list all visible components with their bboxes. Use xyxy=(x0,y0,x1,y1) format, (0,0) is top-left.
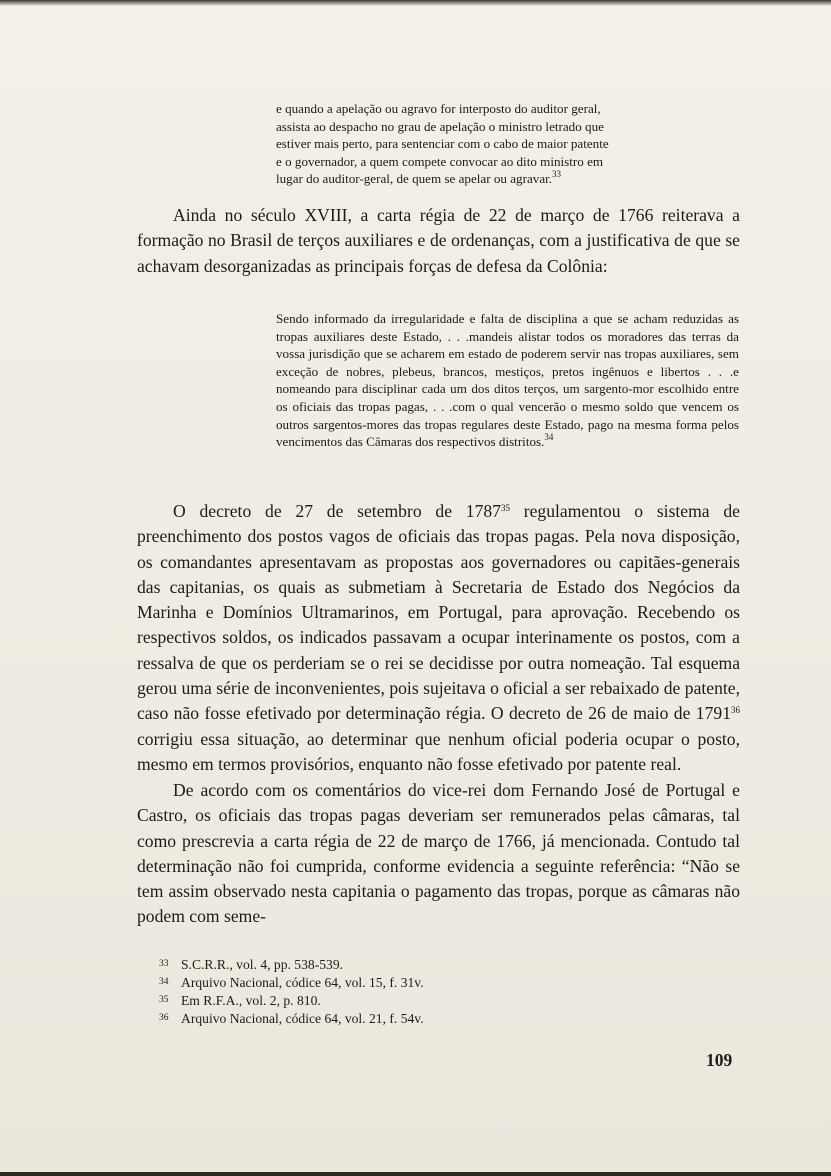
page-bottom-edge xyxy=(0,1172,831,1176)
footnote-ref-33: 33 xyxy=(552,169,562,180)
footnote-ref-34: 34 xyxy=(544,432,554,443)
page-top-shadow xyxy=(0,0,831,6)
paragraph-3: De acordo com os comentários do vice-rei dom Fernando José de Portugal e Castro, os oficiais das tropas pagas deveriam ser remunerados pelas câmaras, tal como prescrevia a carta régia de 22 de março de 1766, já mencionada. Contudo tal determinação não foi cumprida, conforme evidencia a seguinte referência: “Não se tem assim observado nesta capitania o pagamento das tropas, porque as câmaras não podem com seme- xyxy=(137,780,740,927)
block-quote-1-line: e quando a apelação ou agravo for interposto do auditor geral, xyxy=(276,101,601,116)
block-quote-1-line: lugar do auditor-geral, de quem se apelar ou agravar.$^{33}$ xyxy=(276,169,562,187)
footnote-ref-35: 35 xyxy=(500,503,510,513)
footnote-33: 33 S.C.R.R., vol. 4, pp. 538-539. xyxy=(159,957,344,972)
paragraph-1: Ainda no século XVIII, a carta régia de 22 de março de 1766 reiterava a formação no Brasil de terços auxiliares e de ordenanças, com a justificativa de que se achavam desorganizadas as principais forças de defesa da Colônia: xyxy=(137,205,740,276)
block-quote-1-line: assista ao despacho no grau de apelação o ministro letrado que xyxy=(276,118,604,134)
block-quote-1 xyxy=(276,100,739,188)
block-quote-1-line: estiver mais perto, para sentenciar com o cabo de maior patente xyxy=(276,136,609,152)
block-quote-2: Sendo informado da irregularidade e falta de disciplina a que se acham reduzidas as tropas auxiliares deste Estado, . . .mandeis alistar todos os moradores das terras da vossa jurisdição que se acharem em estado de poderem servir nas tropas auxiliares, sem exceção de nobres, plebeus, brancos, mestiços, pretos ingênuos e libertos . . .e nomeando para disciplinar cada um dos ditos terços, um sargento-mor escolhido entre os oficiais das tropas pagas, . . .com o qual vencerão o mesmo soldo que vencem os outros sargentos-mores das tropas regulares deste Estado, pago na mesma forma pelos vencimentos das Câmaras dos respectivos distritos.$^{34}$ xyxy=(276,311,739,450)
paragraph-2: O decreto de 27 de setembro de 1787$^{35}$ regulamentou o sistema de preenchimento dos postos vagos de oficiais das tropas pagas. Pela nova disposição, os comandantes apresentavam as propostas aos governadores ou capitães-generais das capitanias, os quais as submetiam à Secretaria de Estado dos Negócios da Marinha e Domínios Ultramarinos, em Portugal, para aprovação. Recebendo os respectivos soldos, os indicados passavam a ocupar interinamente os postos, com a ressalva de que os perderiam se o rei se decidisse por outra nomeação. Tal esquema gerou uma série de inconvenientes, pois sujeitava o oficial a ser rebaixado de patente, caso não fosse efetivado por determinação régia. O decreto de 26 de maio de 1791$^{36}$ corrigiu essa situação, ao determinar que nenhum oficial poderia ocupar o posto, mesmo em termos provisórios, enquanto não fosse efetivado por patente real. xyxy=(137,501,740,774)
footnote-35: 35 Em R.F.A., vol. 2, p. 810. xyxy=(159,993,321,1008)
footnote-34: 34 Arquivo Nacional, códice 64, vol. 15, f. 31v. xyxy=(159,975,424,990)
block-quote-1-line: e o governador, a quem compete convocar ao dito ministro em xyxy=(276,153,604,169)
footnote-ref-36: 36 xyxy=(731,705,740,716)
page-number: 109 xyxy=(706,1050,733,1070)
footnote-36: 36 Arquivo Nacional, códice 64, vol. 21, f. 54v. xyxy=(159,1011,424,1026)
